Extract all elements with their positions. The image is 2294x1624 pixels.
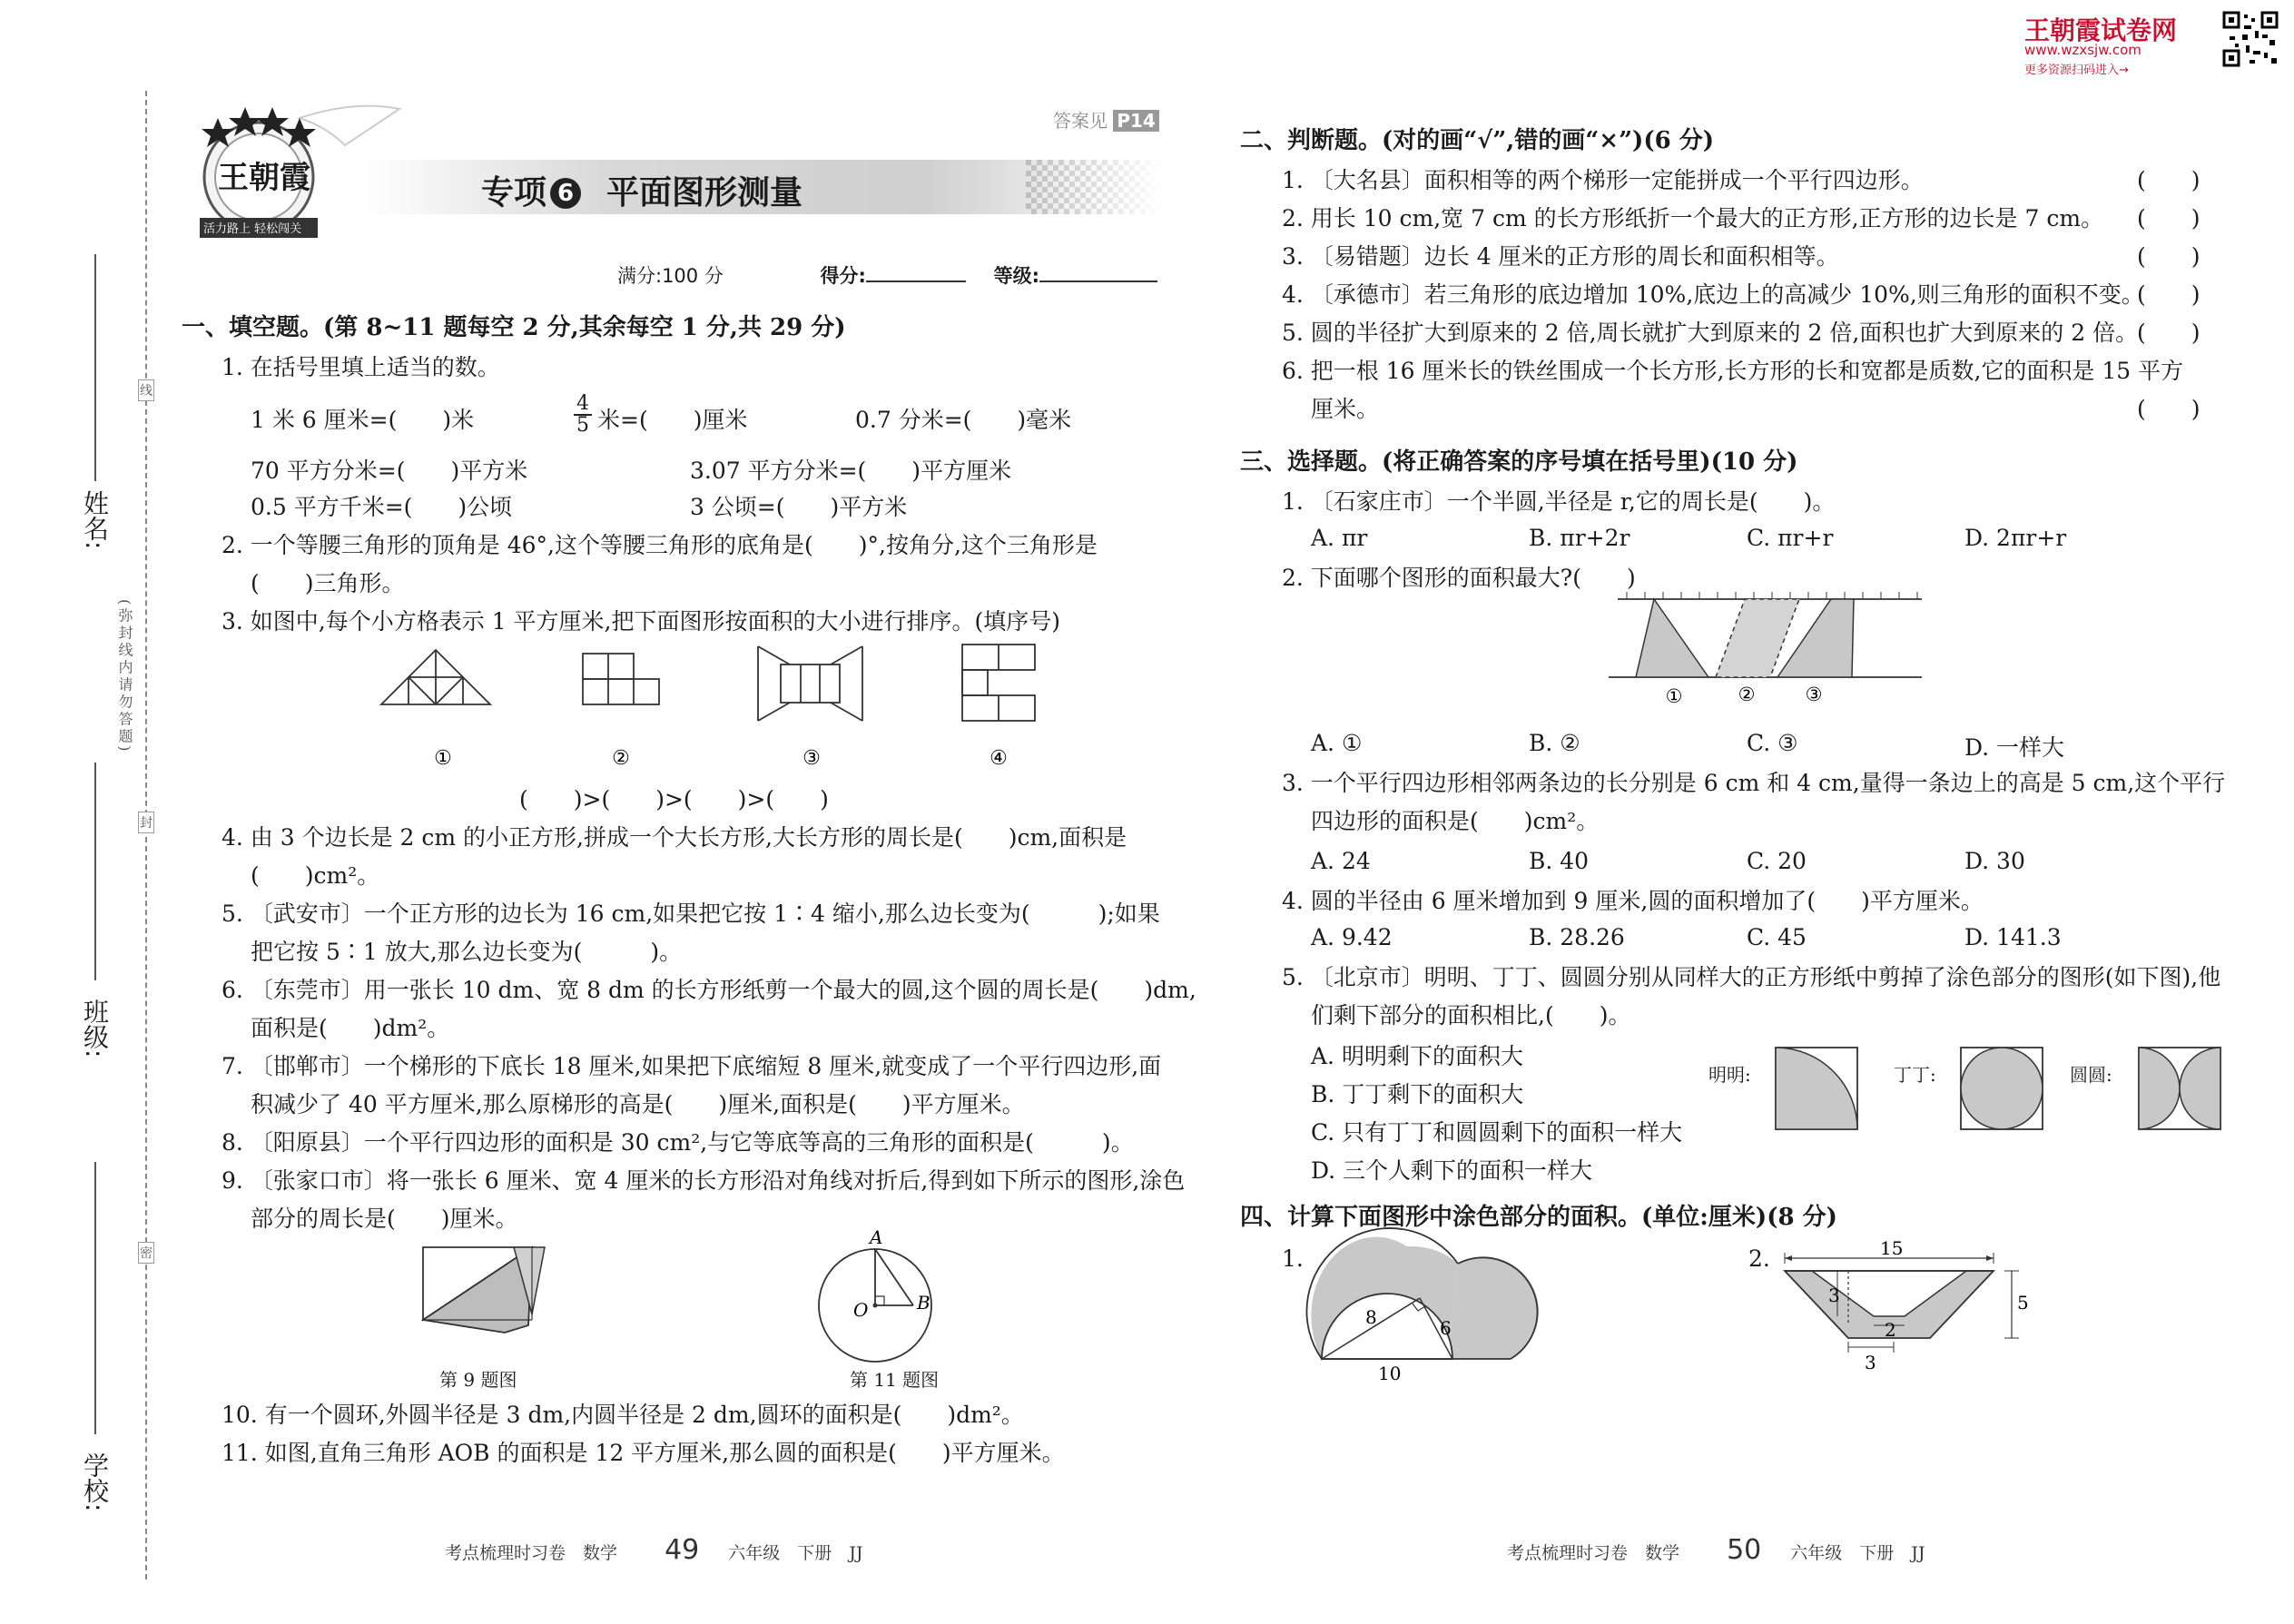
- question-6a[interactable]: 6. 〔东莞市〕用一张长 10 dm、宽 8 dm 的长方形纸剪一个最大的圆,这个圆的周长是( )dm,: [222, 977, 1196, 1003]
- question-10[interactable]: 10. 有一个圆环,外圆半径是 3 dm,内圆半径是 2 dm,圆环的面积是( )dm²。: [222, 1402, 1024, 1428]
- answer-page: P14: [1113, 110, 1159, 132]
- brand-url[interactable]: www.wzxsjw.com: [2024, 42, 2141, 58]
- judge-6b: 厘米。: [1311, 396, 1380, 422]
- q3-figure-3-bowtie: [758, 646, 862, 721]
- fig11-point-b: B: [917, 1292, 930, 1314]
- choice-2-option-a[interactable]: A. ①: [1311, 730, 1363, 756]
- q3-figure-2-grid: [583, 654, 659, 704]
- question-11[interactable]: 11. 如图,直角三角形 AOB 的面积是 12 平方厘米,那么圆的面积是( )平方厘米。: [222, 1440, 1065, 1466]
- brand-header: [2024, 11, 2288, 77]
- q1-fraction: [574, 394, 592, 436]
- fig9-folded-rectangle: [418, 1242, 563, 1351]
- choice-5-option-c[interactable]: C. 只有丁丁和圆圆剩下的面积一样大: [1311, 1119, 1683, 1146]
- judge-4-paren[interactable]: ( ): [2137, 281, 2200, 308]
- shape-num-2: ②: [1738, 684, 1756, 705]
- logo-subtitle: 活力路上 轻松闯关: [203, 222, 302, 236]
- choice-1-option-c[interactable]: C. πr+r: [1747, 525, 1834, 551]
- left-footer-book: 考点梳理时习卷 数学: [445, 1543, 618, 1563]
- left-footer: [445, 1534, 863, 1566]
- logo-text: 王朝霞: [218, 160, 310, 196]
- choice-5a: 5. 〔北京市〕明明、丁丁、圆圆分别从同样大的正方形纸中剪掉了涂色部分的图形(如下图),他: [1282, 964, 2221, 990]
- title-number-badge: 6: [550, 178, 581, 209]
- choice-4-option-b[interactable]: B. 28.26: [1529, 924, 1625, 950]
- q3-ordering-answer[interactable]: ( )>( )>( )>( ): [519, 786, 829, 812]
- choice-3-option-a[interactable]: A. 24: [1311, 848, 1371, 874]
- page-title: [481, 167, 802, 213]
- calc-2-number: 2.: [1748, 1245, 1770, 1272]
- fig11-point-a: A: [870, 1226, 883, 1248]
- question-7b[interactable]: 积减少了 40 平方厘米,那么原梯形的高是( )厘米,面积是( )平方厘米。: [251, 1091, 1025, 1117]
- school-line[interactable]: [94, 1162, 96, 1434]
- class-line[interactable]: [94, 763, 96, 980]
- question-9a[interactable]: 9. 〔张家口市〕将一张长 6 厘米、宽 4 厘米的长方形沿对角线对折后,得到如下所示的图形,涂色: [222, 1167, 1186, 1194]
- judge-6a: 6. 把一根 16 厘米长的铁丝围成一个长方形,长方形的长和宽都是质数,它的面积是 15 平方: [1282, 358, 2184, 384]
- seal-mark-dense: 密: [138, 1242, 154, 1264]
- yuanyuan-half-circles: [2139, 1048, 2220, 1129]
- choice-3-option-b[interactable]: B. 40: [1529, 848, 1590, 874]
- question-2b[interactable]: ( )三角形。: [251, 570, 405, 596]
- left-footer-grade: 六年级 下册 JJ: [728, 1543, 863, 1563]
- section-fill-in: 一、填空题。(第 8~11 题每空 2 分,其余每空 1 分,共 29 分): [182, 314, 846, 341]
- fig-label-1: ①: [434, 747, 452, 770]
- judge-2-paren[interactable]: ( ): [2137, 205, 2200, 231]
- section-choice: 三、选择题。(将正确答案的序号填在括号里)(10 分): [1240, 448, 1798, 476]
- calc2-label-15: 15: [1880, 1237, 1904, 1259]
- fig11-circle: [812, 1224, 966, 1378]
- choice-5-figures: [1776, 1044, 2248, 1135]
- brand-name: 王朝霞试卷网: [2024, 15, 2178, 45]
- fig-label-4: ④: [989, 747, 1008, 770]
- answer-reference: [1053, 106, 1159, 133]
- q1-item-6[interactable]: 0.5 平方千米=( )公顷: [251, 494, 513, 520]
- choice-5-option-b[interactable]: B. 丁丁剩下的面积大: [1311, 1081, 1524, 1107]
- section-judgement: 二、判断题。(对的画“√”,错的画“×”)(6 分): [1240, 127, 1715, 154]
- answer-ref-label: 答案见: [1053, 110, 1108, 132]
- choice-1[interactable]: 1. 〔石家庄市〕一个半圆,半径是 r,它的周长是( )。: [1282, 488, 1836, 515]
- question-1: 1. 在括号里填上适当的数。: [222, 354, 500, 380]
- binding-strip: [54, 91, 154, 1580]
- calc-1-figure: [1313, 1255, 1531, 1384]
- left-page-number: 49: [665, 1534, 700, 1566]
- judge-5-paren[interactable]: ( ): [2137, 320, 2200, 346]
- choice-1-option-a[interactable]: A. πr: [1311, 525, 1368, 551]
- name-yuanyuan: 圆圆:: [2070, 1064, 2112, 1086]
- choice-4-option-c[interactable]: C. 45: [1747, 924, 1807, 950]
- choice-4[interactable]: 4. 圆的半径由 6 厘米增加到 9 厘米,圆的面积增加了( )平方厘米。: [1282, 888, 1984, 914]
- judge-3: 3. 〔易错题〕边长 4 厘米的正方形的周长和面积相等。: [1282, 243, 1839, 270]
- fig-label-2: ②: [612, 747, 630, 770]
- dingding-circle: [1961, 1048, 2043, 1129]
- q1-item-3[interactable]: 0.7 分米=( )毫米: [855, 407, 1072, 433]
- choice-5-option-d[interactable]: D. 三个人剩下的面积一样大: [1311, 1157, 1593, 1184]
- fraction-denominator: 5: [576, 414, 589, 437]
- calc1-label-10: 10: [1378, 1363, 1402, 1384]
- judge-2: 2. 用长 10 cm,宽 7 cm 的长方形纸折一个最大的正方形,正方形的边长是 7 cm。: [1282, 205, 2104, 231]
- question-3: 3. 如图中,每个小方格表示 1 平方厘米,把下面图形按面积的大小进行排序。(填序号): [222, 608, 1061, 635]
- fig11-caption: 第 11 题图: [850, 1369, 940, 1391]
- seal-mark-line: 线: [138, 379, 154, 401]
- score-row: [617, 261, 1157, 289]
- calc-1-number: 1.: [1282, 1245, 1304, 1272]
- judge-5: 5. 圆的半径扩大到原来的 2 倍,周长就扩大到原来的 2 倍,面积也扩大到原来的 2 倍。: [1282, 320, 2139, 346]
- question-7a[interactable]: 7. 〔邯郸市〕一个梯形的下底长 18 厘米,如果把下底缩短 8 厘米,就变成了一个平行四边形,面: [222, 1053, 1162, 1079]
- question-9b[interactable]: 部分的周长是( )厘米。: [251, 1206, 518, 1232]
- calc1-label-8: 8: [1365, 1306, 1377, 1328]
- q1-item-5[interactable]: 3.07 平方分米=( )平方厘米: [690, 458, 1012, 484]
- qr-code-icon[interactable]: [2222, 11, 2279, 67]
- question-4a[interactable]: 4. 由 3 个边长是 2 cm 的小正方形,拼成一个大长方形,大长方形的周长是( )cm,面积是: [222, 824, 1127, 851]
- calc2-label-3-bottom: 3: [1865, 1352, 1876, 1373]
- question-2a[interactable]: 2. 一个等腰三角形的顶角是 46°,这个等腰三角形的底角是( )°,按角分,这个三角形是: [222, 532, 1098, 558]
- choice-2[interactable]: 2. 下面哪个图形的面积最大?( ): [1282, 565, 1636, 591]
- right-page-body: [1240, 125, 2239, 1523]
- name-mingming: 明明:: [1708, 1064, 1751, 1086]
- right-footer-grade: 六年级 下册 JJ: [1790, 1543, 1925, 1563]
- school-label: 学校:: [80, 1452, 110, 1512]
- right-page-number: 50: [1727, 1534, 1762, 1566]
- choice-2-figure: [1609, 590, 1926, 708]
- choice-5b[interactable]: 们剩下部分的面积相比,( )。: [1311, 1002, 1631, 1029]
- fraction-numerator: 4: [576, 392, 589, 415]
- grade-blank[interactable]: [1039, 281, 1157, 282]
- calc2-label-2: 2: [1885, 1319, 1896, 1341]
- question-5a[interactable]: 5. 〔武安市〕一个正方形的边长为 16 cm,如果把它按 1∶4 缩小,那么边长变为( );如果: [222, 901, 1160, 927]
- title-text: 平面图形测量: [606, 174, 803, 212]
- score-label: 得分:: [820, 265, 866, 287]
- q3-figures: [363, 643, 1089, 779]
- question-6b[interactable]: 面积是( )dm²。: [251, 1015, 450, 1041]
- fig11-point-o: O: [853, 1299, 869, 1321]
- name-dingding: 丁丁:: [1894, 1064, 1936, 1086]
- choice-2-option-b[interactable]: B. ②: [1529, 730, 1580, 756]
- choice-4-option-d[interactable]: D. 141.3: [1964, 924, 2062, 950]
- calc1-label-6: 6: [1440, 1317, 1452, 1339]
- choice-2-option-d[interactable]: D. 一样大: [1964, 734, 2065, 761]
- choice-1-option-b[interactable]: B. πr+2r: [1529, 525, 1630, 551]
- seal-mark-seal: 封: [138, 812, 154, 833]
- q1-item-4[interactable]: 70 平方分米=( )平方米: [251, 458, 528, 484]
- choice-3b[interactable]: 四边形的面积是( )cm²。: [1311, 808, 1600, 834]
- q3-figure-4-c-shape: [962, 645, 1035, 721]
- judge-3-paren[interactable]: ( ): [2137, 243, 2200, 270]
- calc2-label-5: 5: [2017, 1292, 2029, 1314]
- choice-1-option-d[interactable]: D. 2πr+r: [1964, 525, 2067, 551]
- right-footer: [1507, 1534, 1925, 1566]
- judge-4: 4. 〔承德市〕若三角形的底边增加 10%,底边上的高减少 10%,则三角形的面积不变。: [1282, 281, 2144, 308]
- fig-label-3: ③: [802, 747, 821, 770]
- choice-2-option-c[interactable]: C. ③: [1747, 730, 1798, 756]
- shape-num-1: ①: [1665, 685, 1683, 707]
- section-calculation: 四、计算下面图形中涂色部分的面积。(单位:厘米)(8 分): [1240, 1204, 1837, 1231]
- grade-label: 等级:: [993, 265, 1040, 287]
- choice-3a: 3. 一个平行四边形相邻两条边的长分别是 6 cm 和 4 cm,量得一条边上的高是 5 cm,这个平行: [1282, 770, 2226, 796]
- seal-note: (弥封线内请勿答题): [116, 599, 133, 754]
- q3-figure-1-triangle: [381, 650, 490, 704]
- brand-slogan: 更多资源扫码进入→: [2024, 64, 2129, 77]
- right-footer-book: 考点梳理时习卷 数学: [1507, 1543, 1680, 1563]
- title-prefix: 专项: [481, 174, 547, 212]
- q1-item-7[interactable]: 3 公顷=( )平方米: [690, 494, 908, 520]
- score-blank[interactable]: [866, 281, 966, 282]
- judge-1: 1. 〔大名县〕面积相等的两个梯形一定能拼成一个平行四边形。: [1282, 167, 1924, 193]
- judge-6-paren[interactable]: ( ): [2137, 396, 2200, 422]
- class-label: 班级:: [80, 999, 110, 1058]
- title-checker-pattern: [1026, 160, 1162, 214]
- choice-5-option-a[interactable]: A. 明明剩下的面积大: [1311, 1043, 1523, 1069]
- judge-1-paren[interactable]: ( ): [2137, 167, 2200, 193]
- choice-3-option-c[interactable]: C. 20: [1747, 848, 1807, 874]
- question-4b[interactable]: ( )cm²。: [251, 862, 380, 889]
- mingming-quarter-circle: [1776, 1048, 1857, 1129]
- question-8[interactable]: 8. 〔阳原县〕一个平行四边形的面积是 30 cm²,与它等底等高的三角形的面积是( )。: [222, 1129, 1134, 1156]
- shape-num-3: ③: [1805, 684, 1823, 705]
- q1-item-1[interactable]: 1 米 6 厘米=( )米: [251, 407, 475, 433]
- shape-1: [1636, 599, 1708, 677]
- calc-2-figure: [1748, 1237, 2029, 1374]
- q1-item-2[interactable]: 米=( )厘米: [597, 407, 748, 433]
- name-label: 姓名:: [80, 490, 110, 550]
- choice-3-option-d[interactable]: D. 30: [1964, 848, 2025, 874]
- name-line[interactable]: [94, 254, 96, 481]
- choice-4-option-a[interactable]: A. 9.42: [1311, 924, 1393, 950]
- seal-dashed-line: [145, 91, 147, 1580]
- left-page-body: [182, 312, 1196, 1492]
- calc2-label-3-top: 3: [1828, 1284, 1840, 1306]
- full-score: 满分:100 分: [617, 265, 724, 287]
- question-5b[interactable]: 把它按 5∶1 放大,那么边长变为( )。: [251, 939, 683, 965]
- fig9-caption: 第 9 题图: [439, 1369, 517, 1391]
